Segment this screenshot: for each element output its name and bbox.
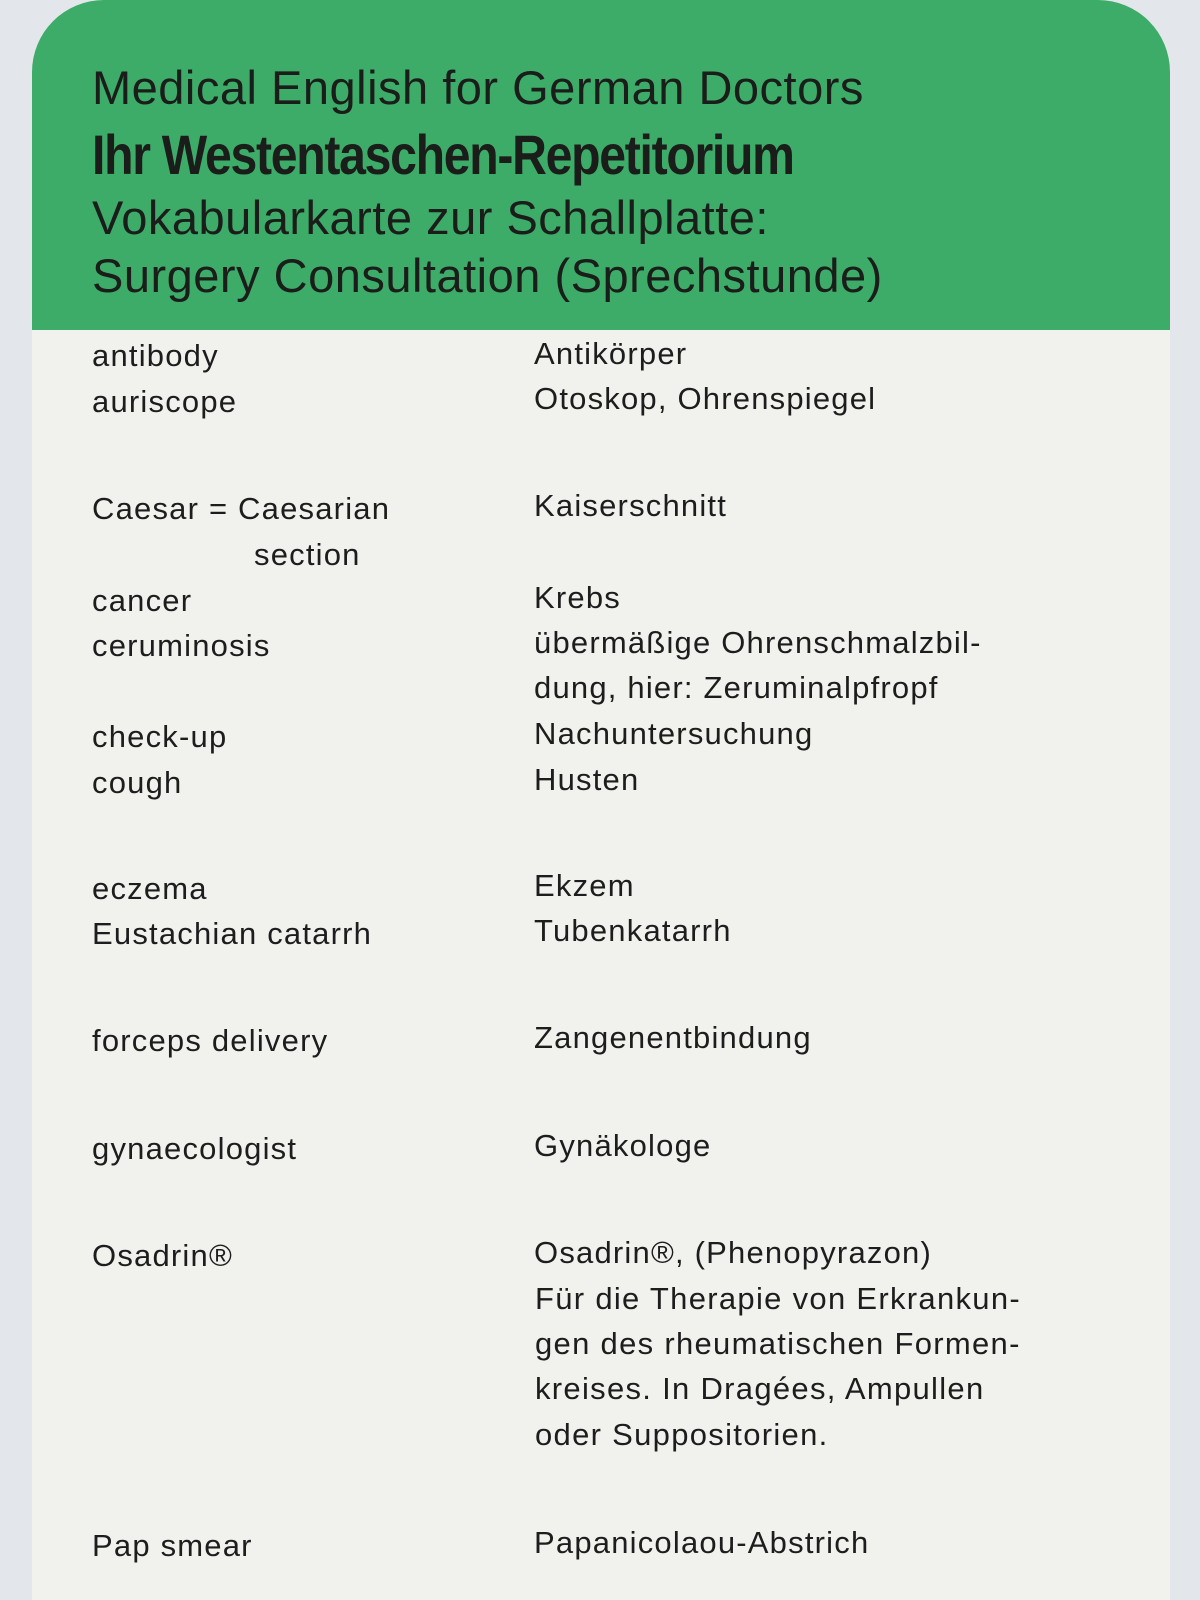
vocab-translation: Nachuntersuchung [534, 716, 814, 751]
vocab-translation: Otoskop, Ohrenspiegel [534, 381, 877, 416]
vocab-term: eczema [92, 871, 208, 906]
vocab-translation: Ekzem [534, 868, 635, 903]
vocab-note-line: gen des rheumatischen Formen- [535, 1326, 1021, 1361]
vocab-term: ceruminosis [92, 628, 271, 663]
vocab-term: cough [92, 765, 183, 800]
vocab-term: antibody [92, 338, 219, 373]
vocab-translation: Antikörper [534, 336, 688, 371]
recording-title: Surgery Consultation (Sprechstunde) [92, 249, 883, 302]
vocab-note-line: oder Suppositorien. [535, 1417, 829, 1452]
card-subtitle: Ihr Westentaschen-Repetitorium [92, 123, 794, 186]
vocabulary-list [32, 330, 1170, 1600]
vocab-note-line: kreises. In Dragées, Ampullen [535, 1371, 985, 1406]
vocab-term: gynaecologist [92, 1131, 298, 1166]
vocab-translation: Kaiserschnitt [534, 488, 728, 523]
vocab-term: Eustachian catarrh [92, 916, 373, 951]
vocab-term-continuation: section [254, 537, 361, 572]
card-header [32, 0, 1170, 330]
vocab-translation: Tubenkatarrh [534, 913, 732, 948]
vocab-term: Pap smear [92, 1528, 253, 1563]
series-title: Medical English for German Doctors [92, 61, 864, 114]
vocab-term: check-up [92, 719, 228, 754]
vocab-translation: Husten [534, 762, 640, 797]
card-description: Vokabularkarte zur Schallplatte: [92, 191, 769, 244]
vocabulary-card [32, 0, 1170, 1600]
vocab-translation: Krebs [534, 580, 621, 615]
vocab-translation: Zangenentbindung [534, 1020, 812, 1055]
vocab-translation: Gynäkologe [534, 1128, 712, 1163]
vocab-translation-continuation: dung, hier: Zeruminalpfropf [534, 670, 939, 705]
vocab-term: Osadrin® [92, 1238, 233, 1273]
vocab-term: Caesar = Caesarian [92, 491, 391, 526]
vocab-translation: Papanicolaou-Abstrich [534, 1525, 870, 1560]
vocab-translation: Osadrin®, (Phenopyrazon) [534, 1235, 932, 1270]
vocab-term: forceps delivery [92, 1023, 329, 1058]
vocab-term: cancer [92, 583, 193, 618]
vocab-translation: übermäßige Ohrenschmalzbil- [534, 625, 982, 660]
vocab-term: auriscope [92, 384, 238, 419]
vocab-note-line: Für die Therapie von Erkrankun- [535, 1281, 1022, 1316]
